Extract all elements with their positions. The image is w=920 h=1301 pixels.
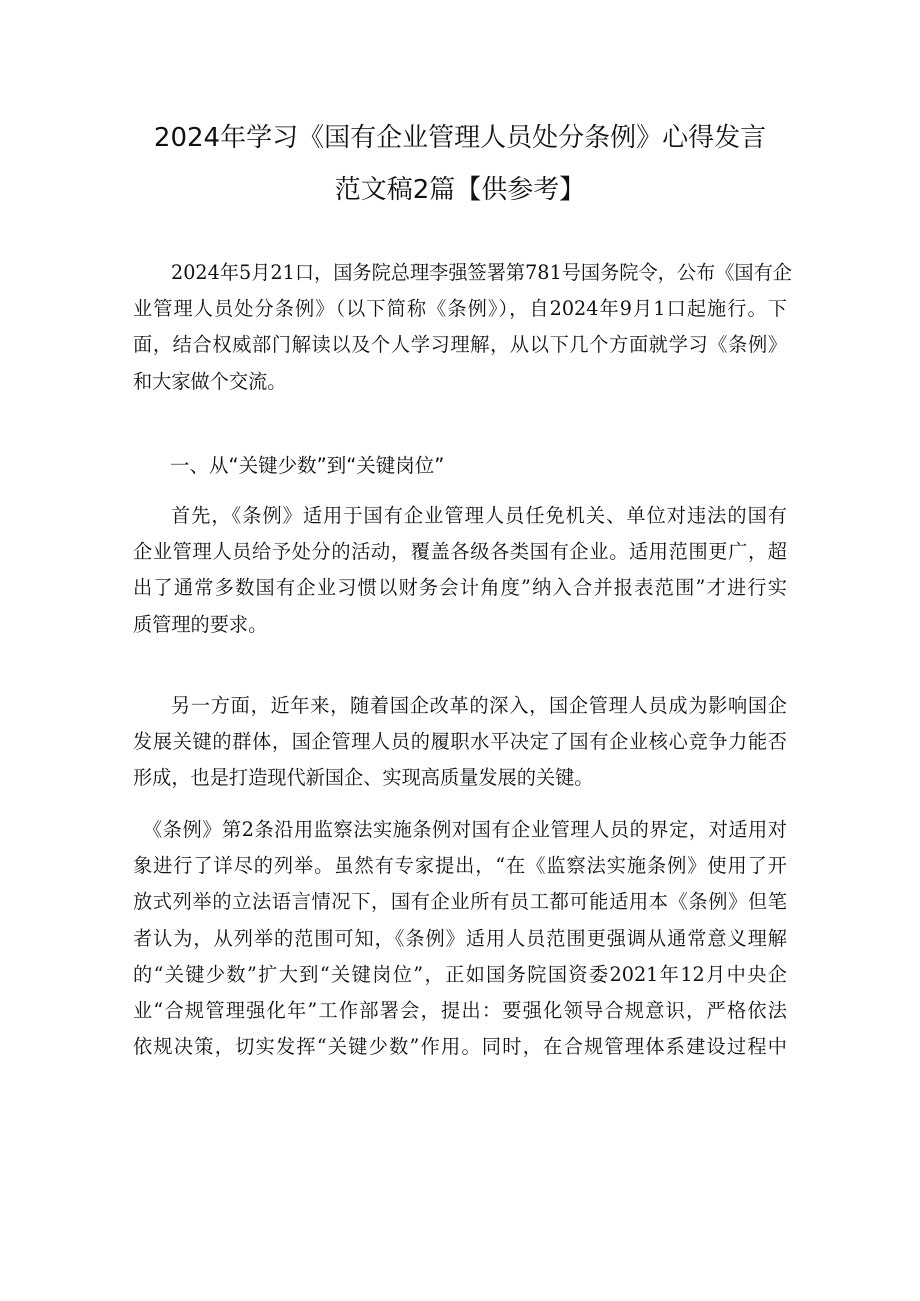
paragraph-line: 象进行了详尽的列举。虽然有专家提出，“在《监察法实施条例》使用了开 (133, 854, 787, 878)
paragraph-line: 业“合规管理强化年”工作部署会，提出：要强化领导合规意识，严格依法 (133, 999, 787, 1023)
paragraph-line: 另一方面，近年来，随着国企改革的深入，国企管理人员成为影响国企 (171, 694, 787, 717)
title-line-1: 2024年学习《国有企业管理人员处分条例》心得发言 (153, 123, 767, 153)
paragraph-line: 首先，《条例》适用于国有企业管理人员任免机关、单位对违法的国有 (171, 504, 787, 527)
title-line-2: 范文稿2篇【供参考】 (334, 175, 586, 205)
paragraph-intro (133, 255, 792, 400)
paragraph-line: 依规决策，切实发挥“关键少数”作用。同时，在合规管理体系建设过程中 (133, 1035, 787, 1059)
paragraph-line: 《条例》第2条沿用监察法实施条例对国有企业管理人员的界定，对适用对 (143, 818, 787, 841)
paragraph-line: 质管理的要求。 (133, 612, 268, 636)
section-heading: 一、从“关键少数”到“关键岗位” (170, 454, 445, 477)
paragraph-line: 的“关键少数”扩大到“关键岗位”，正如国务院国资委2021年12月中央企 (133, 962, 787, 986)
paragraph-line: 发展关键的群体，国企管理人员的履职水平决定了国有企业核心竞争力能否 (133, 730, 787, 754)
paragraph-line: 放式列举的立法语言情况下，国有企业所有员工都可能适用本《条例》但笔 (133, 890, 787, 914)
paragraph-line: 者认为，从列举的范围可知，《条例》适用人员范围更强调从通常意义理解 (133, 926, 787, 950)
paragraph-line: 形成，也是打造现代新国企、实现高质量发展的关键。 (133, 766, 594, 790)
paragraph-line: 和大家做个交流。 (133, 369, 287, 393)
paragraph-line: 2024年5月21口，国务院总理李强签署第781号国务院令，公布《国有企 (171, 261, 792, 284)
document-title (120, 112, 800, 216)
paragraph-first (133, 498, 787, 643)
paragraph-third (133, 812, 787, 1065)
paragraph-line: 面，结合权威部门解读以及个人学习理解，从以下几个方面就学习《条例》 (133, 333, 787, 357)
paragraph-line: 业管理人员处分条例》（以下简称《条例》），自2024年9月1口起施行。下 (133, 297, 787, 321)
paragraph-line: 企业管理人员给予处分的活动，覆盖各级各类国有企业。适用范围更广，超 (133, 540, 787, 564)
paragraph-second (133, 688, 787, 797)
paragraph-line: 出了通常多数国有企业习惯以财务会计角度”纳入合并报表范围”才进行实 (133, 576, 787, 600)
